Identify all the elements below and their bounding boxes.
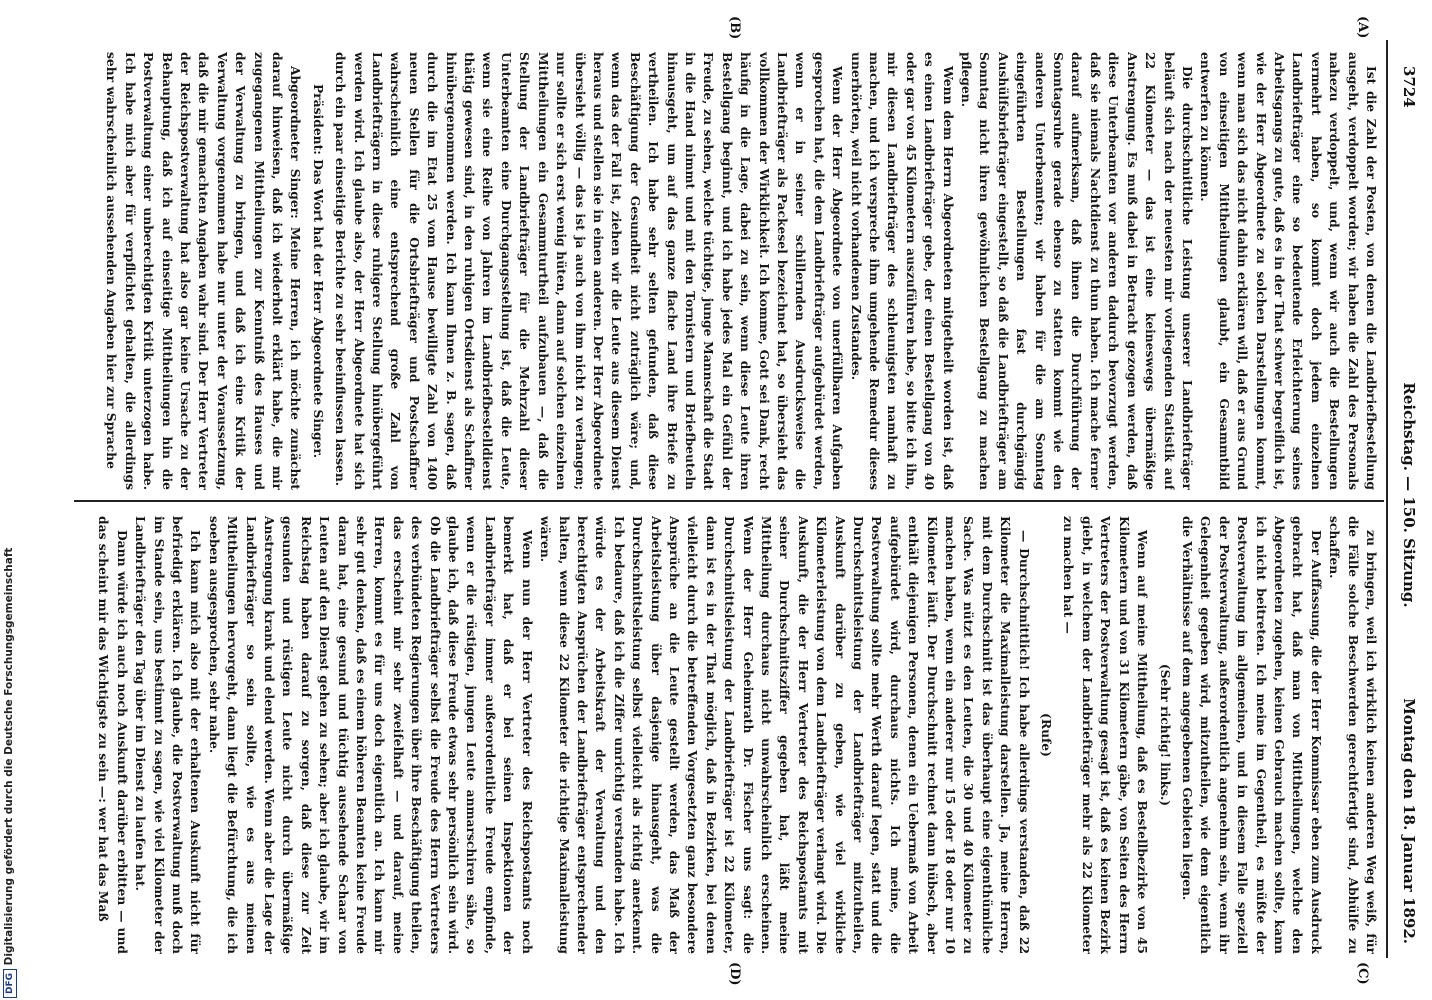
paragraph: Dann würde ich auch noch Auskunft darüber erbitten — und das scheint mir das Wichtigste zu sein —: wer hat das Maß: [96, 516, 130, 954]
speaker-line: Präsident: Das Wort hat der Herr Abgeordnete Singer.: [310, 83, 326, 459]
paragraph: Ist die Zahl der Posten, von denen die Landbriefbestellung ausgeht, verdoppelt worden; wir haben die Zahl des Personals nahezu verdoppelt, und, wenn wir auch die Bestellungen vermehrt haben, so kommt doch jedem einzelnen Landbriefträger eine so bedeutende Erleichterung seines Arbeitsgangs zu gute, daß es in der That schwer begreiflich ist, wie der Herr Abgeordnete zu solchen Darstellungen kommt, wenn man sich das nicht dahin erklären will, daß er aus Grund von einseitigen Mittheilungen glaubt, ein Gesammtbild entwerfen zu können.: [1198, 52, 1379, 490]
session-title: Reichstag. — 150. Sitzung.: [1400, 382, 1418, 608]
margin-marker-a: (A): [1355, 16, 1370, 39]
margin-marker-b: (B): [727, 16, 742, 40]
margin-marker-d: (D): [727, 962, 742, 986]
left-column: [80, 52, 1380, 490]
paragraph: zu bringen, weil ich wirklich keinen anderen Weg weiß, für die Fälle solche Beschwerden gerechtfertigt sind, Abhülfe zu schaffen.: [1327, 516, 1379, 954]
session-date: Montag den 18. Januar 1892.: [1400, 698, 1418, 944]
interjection: (Sehr richtig! links.): [1157, 663, 1173, 807]
footer-credit: [0, 0, 18, 1000]
paragraph: Ich kann mich also mit der erhaltenen Auskunft nicht für befriedigt erklären. Ich glaube, die Postverwaltung muß doch im Stande sein, uns bestimmt zu sagen, wie viel Kilometer der Landbriefträger den Tag über im Dienst zu laufen hat.: [133, 516, 204, 954]
credit-text: Digitalisierung gefördert durch die Deutsche Forschungsgemeinschaft: [3, 547, 15, 966]
header-rule: [1386, 40, 1388, 958]
interjection: (Rufe): [1039, 713, 1055, 757]
paragraph: Abgeordneter Singer: Meine Herren, ich möchte zunächst darauf hinweisen, daß ich wiederholt erklärt habe, die mir zugegangenen Mittheilungen zur Kenntniß des Hauses und der Verwaltung zu bringen, und daß ich eine Kritik der Verwaltung vorgenommen habe nur unter der Voraussetzung, daß die mir gemachten Angaben wahr sind. Der Herr Vertreter der Reichspostverwaltung hat also gar keine Ursache zu der Behauptung, daß ich auf einseitige Mittheilungen hin die Postverwaltung einer unberechtigten Kritik unterzogen habe. Ich habe mich aber für verpflichtet gehalten, die allerdings sehr wahrscheinlich aussehenden Angaben hier zur Sprache: [104, 52, 304, 490]
right-column: [80, 516, 1380, 954]
paragraph: Wenn dem Herrn Abgeordneten mitgetheilt worden ist, daß es einen Landbriefträger gebe, der einen Bestellgang von 40 oder gar von 45 Kilometern auszuführen habe, so bitte ich ihn, mir diesen Landbriefträger des schleunigsten namhaft zu machen, und ich verspreche ihm umgehende Remedur dieses unerhörten, weil nicht vorhandenen Zustandes.: [848, 52, 956, 490]
page-number: 3724: [1400, 66, 1418, 108]
paragraph: — Durchschnittlich! Ich habe allerdings verstanden, daß 22 Kilometer die Maximalleistung darstellen. Ja, meine Herren, mit dem Durchschnitt ist das überhaupt eine eigenthümliche Sache. Was nützt es den Leuten, die 30 und 40 Kilometer zu machen haben, wenn ein anderer nur 15 oder 18 oder nur 10 Kilometer läuft. Der Durchschnitt rechnet dann hübsch, aber enthält diejenigen Personen, denen ein Uebermaß von Arbeit aufgebürdet wird, durchaus nichts. Ich meine, die Postverwaltung sollte mehr Werth darauf legen, statt und die Durchschnittsleistung der Landbriefträger mitzutheilen, Auskunft darüber zu geben, wie viel wirkliche Kilometerleistung von dem Landbriefträger verlangt wird. Die Auskunft, die der Herr Vertreter des Reichspostamts mit seiner Durchschnittsziffer gegeben hat, läßt meine Mittheilung durchaus nicht unwahrscheinlich erscheinen. Wenn der Herr Geheimrath Dr. Fischer uns sagt: die Durchschnittsleistung der Landbriefträger ist 22 Kilometer, dann ist es in der That möglich, daß in Bezirken, bei denen vielleicht durch die betreffenden Vorgesetzten ganz besondere Ansprüche an die Leute gestellt werden, das Maß der Arbeitsleistung über dasjenige hinausgeht, was die Durchschnittsleistung selbst vielleicht als richtig anerkennt. Ich bedaure, daß ich die Ziffer unrichtig verstanden habe. Ich würde es der Arbeitskraft der Verwaltung und den berechtigten Ansprüchen der Landbriefträger entsprechender halten, wenn diese 22 Kilometer die richtige Maximalleistung wären.: [538, 516, 1032, 954]
column-divider: [74, 500, 1384, 502]
paragraph: Wenn der Herr Abgeordnete von unerfüllbaren Aufgaben gesprochen hat, die dem Landbriefträger aufgebürdet werden, wenn er in seiner schillernden Ausdrucksweise die Landbriefträger als Packesel bezeichnet hat, so übersieht das vollkommen der Wirklichkeit. Ich komme, Gott sei Dank, recht häufig in die Lage, dabei zu sein, wenn diese Leute ihren Bestellgang beginnt, und ich habe jedes Mal ein Gefühl der Freude, zu sehen, welche tüchtige, junge Mannschaft die Stadt in die Hand nimmt und mit den Tornistern und Briefbeuteln hinausgeht, um auf das ganze flache Land ihre Briefe zu vertheilen. Ich habe sehr selten gefunden, daß diese Beschäftigung der Gesundheit nicht zuträglich wäre; und, wenn das der Fall ist, ziehen wir die Leute aus diesem Dienst heraus und stellen sie in einen anderen. Der Herr Abgeordnete übersieht völlig — das ist ja auch von ihm nicht zu verlangen; nur sollte er sich erst wenig hüten, dann auf solchen einzelnen Mittheilungen ein Gesammturtheil aufzubauen —, daß die Stellung der Landbriefträger für die Mehrzahl dieser Unterbeamten eine Durchgangsstellung ist, daß die Leute, wenn sie eine Reihe von Jahren im Landbriefbestelldienst thätig gewesen sind, in den ruhigen Ortsdienst als Schaffner hinübergenommen werden. Ich kann Ihnen z. B. sagen, daß durch die im Etat 25 vom Hause bewilligte Zahl von 1400 neuen Stellen für die Ortsbriefträger und Postschaffner wahrscheinlich eine entsprechend große Zahl von Landbriefträgern in diese ruhigere Stellung hinübergeführt werden wird. Ich glaube also, der Herr Abgeordnete hat sich durch ein paar einseitige Berichte zu sehr beeinflussen lassen.: [333, 52, 846, 490]
dfg-logo: DFG: [3, 969, 17, 998]
paragraph: Die durchschnittliche Leistung unserer Landbriefträger beläuft sich nach der neuesten mir vorliegenden Statistik auf 22 Kilometer — das ist eine keineswegs übermäßige Anstrengung. Es muß dabei in Betracht gezogen werden, daß diese Unterbeamten vor anderen dadurch bevorzugt werden, daß sie niemals Nachtdienst zu thun haben. Ich mache ferner darauf aufmerksam, daß ihnen die Durchführung der Sonntagsruhe gerade ebenso zu statten kommt wie den anderen Unterbeamten; wir haben für die am Sonntag eingeführten Bestellungen fast durchgängig Aushülfsbriefträger eingestellt, so daß die Landbriefträger am Sonntag nicht ihren gewöhnlichen Bestellgang zu machen pflegen.: [959, 52, 1195, 490]
margin-marker-c: (C): [1355, 962, 1370, 985]
paragraph: Wenn nun der Herr Vertreter des Reichspostamts noch bemerkt hat, daß er bei seinen Inspektionen der Landbriefträger immer außerordentliche Freude empfinde, wenn er die rüstigen, jungen Leute anmarschiren sähe, so glaube ich, daß diese Freude etwas sehr persönlich sein wird. Ob die Landbriefträger selbst die Freude des Herrn Vertreters des verbündeten Regierungen über ihre Beschäftigung theilen, das erscheint mir sehr zweifelhaft — und darauf, meine Herren, kommt es für uns doch eigentlich an. Ich kann mir sehr gut denken, daß es einem höheren Beamten keine Freude daran hat, eine gesund und tüchtig aussehende Schaar von Leuten auf den Dienst gehen zu sehen; aber ich glaube, wir im Reichstag haben darauf zu sorgen, daß diese zur Zeit gesunden und rüstigen Leute nicht durch übermäßige Anstrengung krank und elend werden. Wenn aber die Lage der Landbriefträger so sein sollte, wie es aus meinen Mittheilungen hervorgeht, dann liegt die Befürchtung, die ich soeben ausgesprochen, sehr nahe.: [206, 516, 535, 954]
page-header: [1396, 36, 1424, 954]
paragraph: Der Auffassung, die der Herr Kommissar eben zum Ausdruck gebracht hat, daß man von Mittheilungen, welche den Abgeordneten zugehen, keinen Gebrauch machen sollte, kann ich nicht beitreten. Ich meine im Gegentheil, es müßte der Postverwaltung im allgemeinen, und in diesem Falle speziell der Postverwaltung, außerordentlich angenehm sein, wenn ihr Gelegenheit gegeben wird, mitzutheilen, wie dem eigentlich die Verhältnisse auf dem angegebenen Gebieten liegen.: [1179, 516, 1324, 954]
paragraph: Wenn auf meine Mittheilung, daß es Bestellbezirke von 45 Kilometern und von 31 Kilometern gäbe, von Seiten des Herrn Vertreters der Postverwaltung gesagt ist, daß es keinen Bezirk giebt, in welchem der Landbriefträger mehr als 22 Kilometer zu machen hat —: [1061, 516, 1151, 954]
